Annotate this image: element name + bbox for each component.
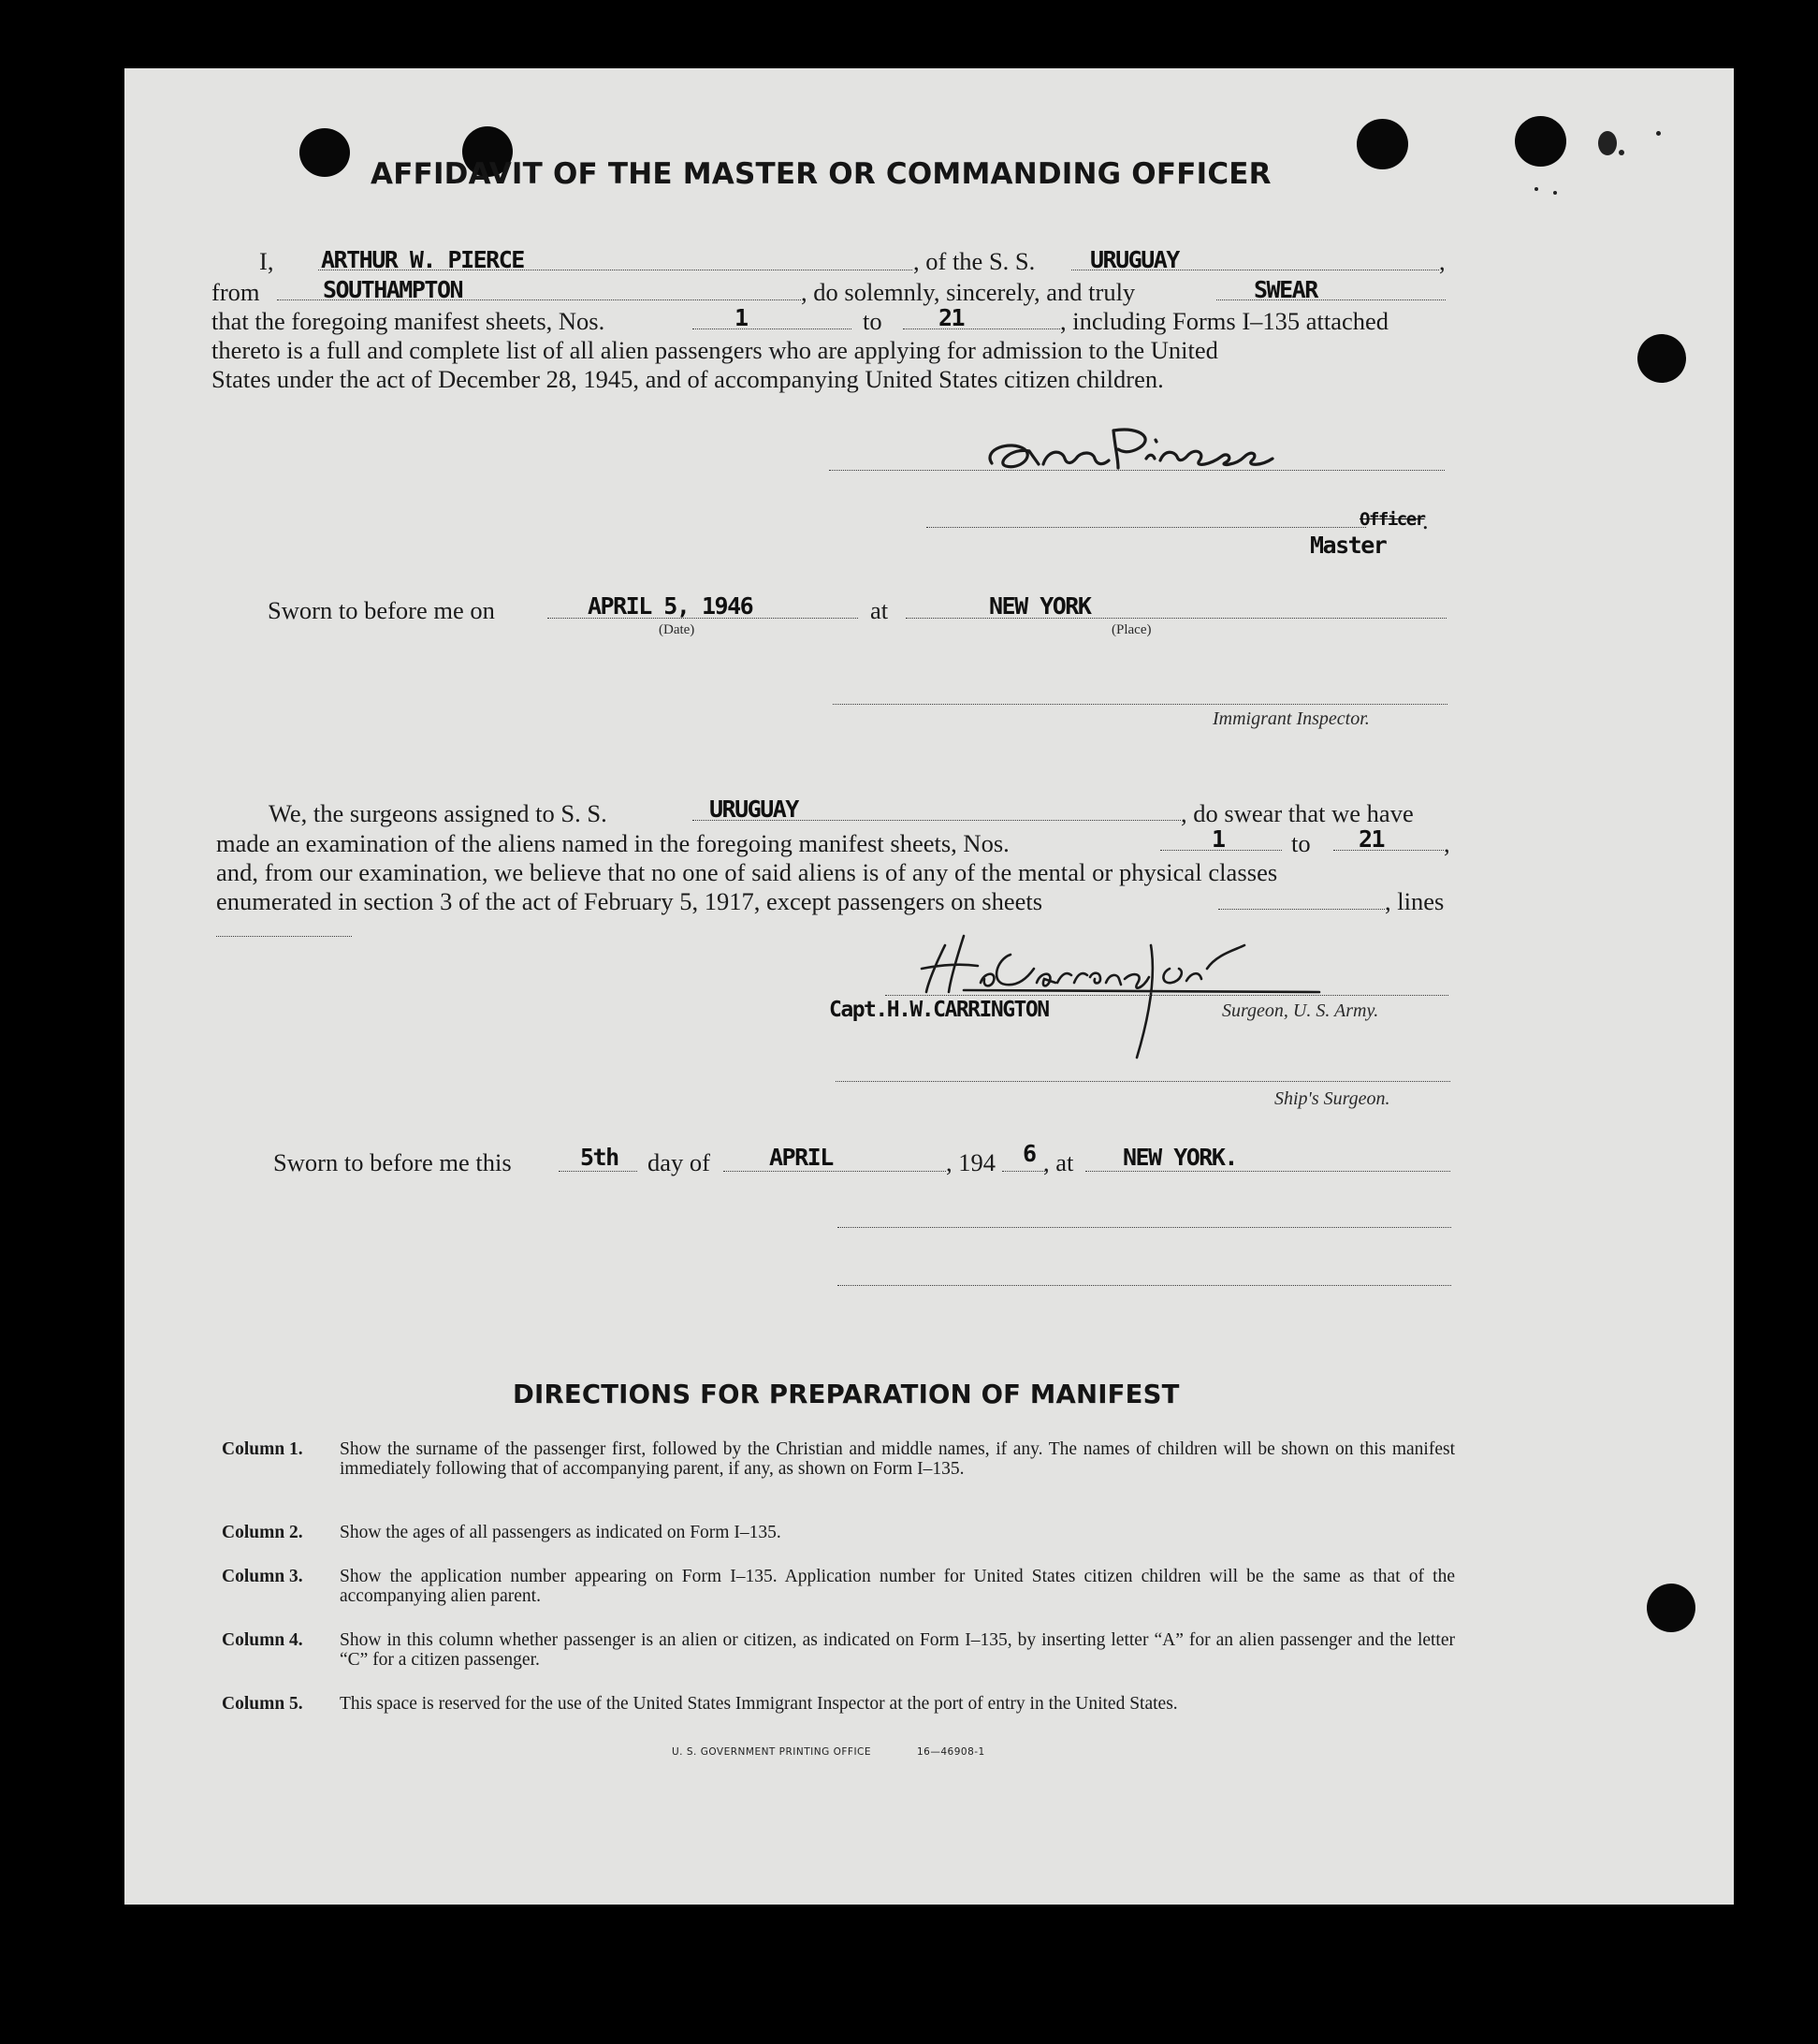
- oath-field: SWEAR: [1254, 276, 1317, 303]
- page-title: AFFIDAVIT OF THE MASTER OR COMMANDING OFFICER: [371, 157, 1272, 191]
- punch-hole: [1637, 334, 1686, 383]
- dotted-line: [903, 328, 1060, 329]
- sworn-label: Sworn to before me on: [268, 596, 495, 624]
- master-name-field: ARTHUR W. PIERCE: [321, 246, 524, 273]
- swear-label: , do swear that we have: [1181, 799, 1414, 827]
- sworn-label: Sworn to before me this: [273, 1148, 512, 1176]
- signature-line: [885, 995, 1448, 996]
- speck: [1656, 131, 1661, 136]
- from-label: from: [211, 278, 260, 306]
- signature-line: [833, 704, 1447, 705]
- officer-struck: Officer: [1360, 509, 1425, 530]
- direction-text: Show in this column whether passenger is an alien or citizen, as indicated on Form I–135, by inserting letter “A” for an alien passenger and the letter “C” for a citizen passenger.: [340, 1630, 1455, 1670]
- at-label: at: [870, 596, 889, 624]
- surgeons-text-line: made an examination of the aliens named in the foregoing manifest sheets, Nos.: [216, 829, 1010, 857]
- army-label: Surgeon, U. S. Army.: [1222, 1000, 1379, 1021]
- direction-label: Column 3.: [222, 1567, 303, 1586]
- date-caption: (Date): [659, 622, 695, 637]
- sworn-place-field: NEW YORK.: [1123, 1144, 1237, 1171]
- solemnly-label: , do solemnly, sincerely, and truly: [801, 278, 1136, 306]
- at-label: , at: [1043, 1148, 1074, 1176]
- surgeons-label: We, the surgeons assigned to S. S.: [269, 799, 607, 827]
- signature-line: [837, 1227, 1451, 1228]
- ship-name-field: URUGUAY: [1090, 246, 1179, 273]
- i-label: I,: [259, 247, 274, 275]
- form-number: 16—46908-1: [917, 1746, 985, 1758]
- forms-label: , including Forms I–135 attached: [1060, 307, 1389, 335]
- speck: [1534, 187, 1538, 191]
- signature-line: [837, 1285, 1451, 1286]
- sworn-month-field: APRIL: [769, 1144, 833, 1171]
- master-signature: [954, 402, 1347, 496]
- to-label: to: [1291, 829, 1311, 857]
- sheet-from-field: 1: [734, 304, 748, 331]
- sworn-day-field: 5th: [580, 1144, 618, 1171]
- dotted-line: [1333, 850, 1444, 851]
- direction-label: Column 1.: [222, 1439, 303, 1459]
- dotted-line: [216, 936, 352, 937]
- dotted-line: [559, 1171, 637, 1172]
- period: .: [1422, 506, 1429, 534]
- speck: [1598, 131, 1617, 155]
- direction-text: Show the ages of all passengers as indicated on Form I–135.: [340, 1523, 781, 1542]
- dotted-line: [1216, 299, 1446, 300]
- ship-surgeon-label: Ship's Surgeon.: [1274, 1088, 1390, 1109]
- direction-label: Column 5.: [222, 1694, 303, 1714]
- surgeons-text-line: enumerated in section 3 of the act of February 5, 1917, except passengers on sheets: [216, 887, 1043, 915]
- affidavit-text-line: thereto is a full and complete list of all alien passengers who are applying for admission to the United: [211, 336, 1218, 364]
- surgeon-typed-name: Capt.H.W.CARRINGTON: [829, 998, 1049, 1022]
- punch-hole: [299, 128, 350, 177]
- port-field: SOUTHAMPTON: [323, 276, 463, 303]
- day-of-label: day of: [647, 1148, 710, 1176]
- dotted-line: [1002, 1171, 1045, 1172]
- comma: ,: [1444, 829, 1450, 857]
- surgeon-sheet-to: 21: [1359, 825, 1385, 853]
- sworn-place-field: NEW YORK: [989, 592, 1091, 620]
- punch-hole: [1515, 116, 1566, 167]
- surgeon-sheet-from: 1: [1212, 825, 1225, 853]
- direction-text: Show the surname of the passenger first, followed by the Christian and middle names, if any. The names of children will be shown on this manifest immediately following that of accompanying parent, if any, as shown on Form I–135.: [340, 1439, 1455, 1479]
- to-label: to: [863, 307, 882, 335]
- place-caption: (Place): [1112, 622, 1152, 637]
- sheets-label: that the foregoing manifest sheets, Nos.: [211, 307, 605, 335]
- direction-label: Column 4.: [222, 1630, 303, 1650]
- speck: [1619, 150, 1624, 155]
- direction-text: This space is reserved for the use of the United States Immigrant Inspector at the port of entry in the United States.: [340, 1694, 1178, 1714]
- directions-title: DIRECTIONS FOR PREPARATION OF MANIFEST: [513, 1380, 1180, 1409]
- affidavit-text-line: States under the act of December 28, 1945, and of accompanying United States citizen children.: [211, 365, 1164, 393]
- sworn-date-field: APRIL 5, 1946: [588, 592, 753, 620]
- speck: [1553, 191, 1557, 195]
- surgeons-text-line: and, from our examination, we believe that no one of said aliens is of any of the mental or physical classes: [216, 858, 1278, 886]
- sworn-year-field: 6: [1023, 1140, 1036, 1167]
- dotted-line: [926, 527, 1366, 528]
- sheet-to-field: 21: [938, 304, 965, 331]
- signature-line: [836, 1081, 1450, 1082]
- lines-label: , lines: [1385, 887, 1445, 915]
- direction-text: Show the application number appearing on Form I–135. Application number for United States citizen children will be the same as that of the accompanying alien parent.: [340, 1567, 1455, 1606]
- dotted-line: [1085, 1171, 1450, 1172]
- dotted-line: [692, 328, 851, 329]
- comma: ,: [1439, 247, 1446, 275]
- signature-line: [829, 470, 1445, 471]
- master-title: Master: [1310, 532, 1387, 559]
- printer-credit: U. S. GOVERNMENT PRINTING OFFICE: [672, 1746, 872, 1758]
- direction-label: Column 2.: [222, 1523, 303, 1542]
- punch-hole: [1357, 119, 1408, 169]
- dotted-line: [906, 618, 1447, 619]
- dotted-line: [723, 1171, 946, 1172]
- year-prefix: , 194: [946, 1148, 996, 1176]
- punch-hole: [1647, 1584, 1695, 1632]
- dotted-line: [1218, 909, 1385, 910]
- of-ss-label: , of the S. S.: [913, 247, 1036, 275]
- surgeon-ship-field: URUGUAY: [709, 796, 798, 823]
- inspector-label: Immigrant Inspector.: [1213, 708, 1370, 729]
